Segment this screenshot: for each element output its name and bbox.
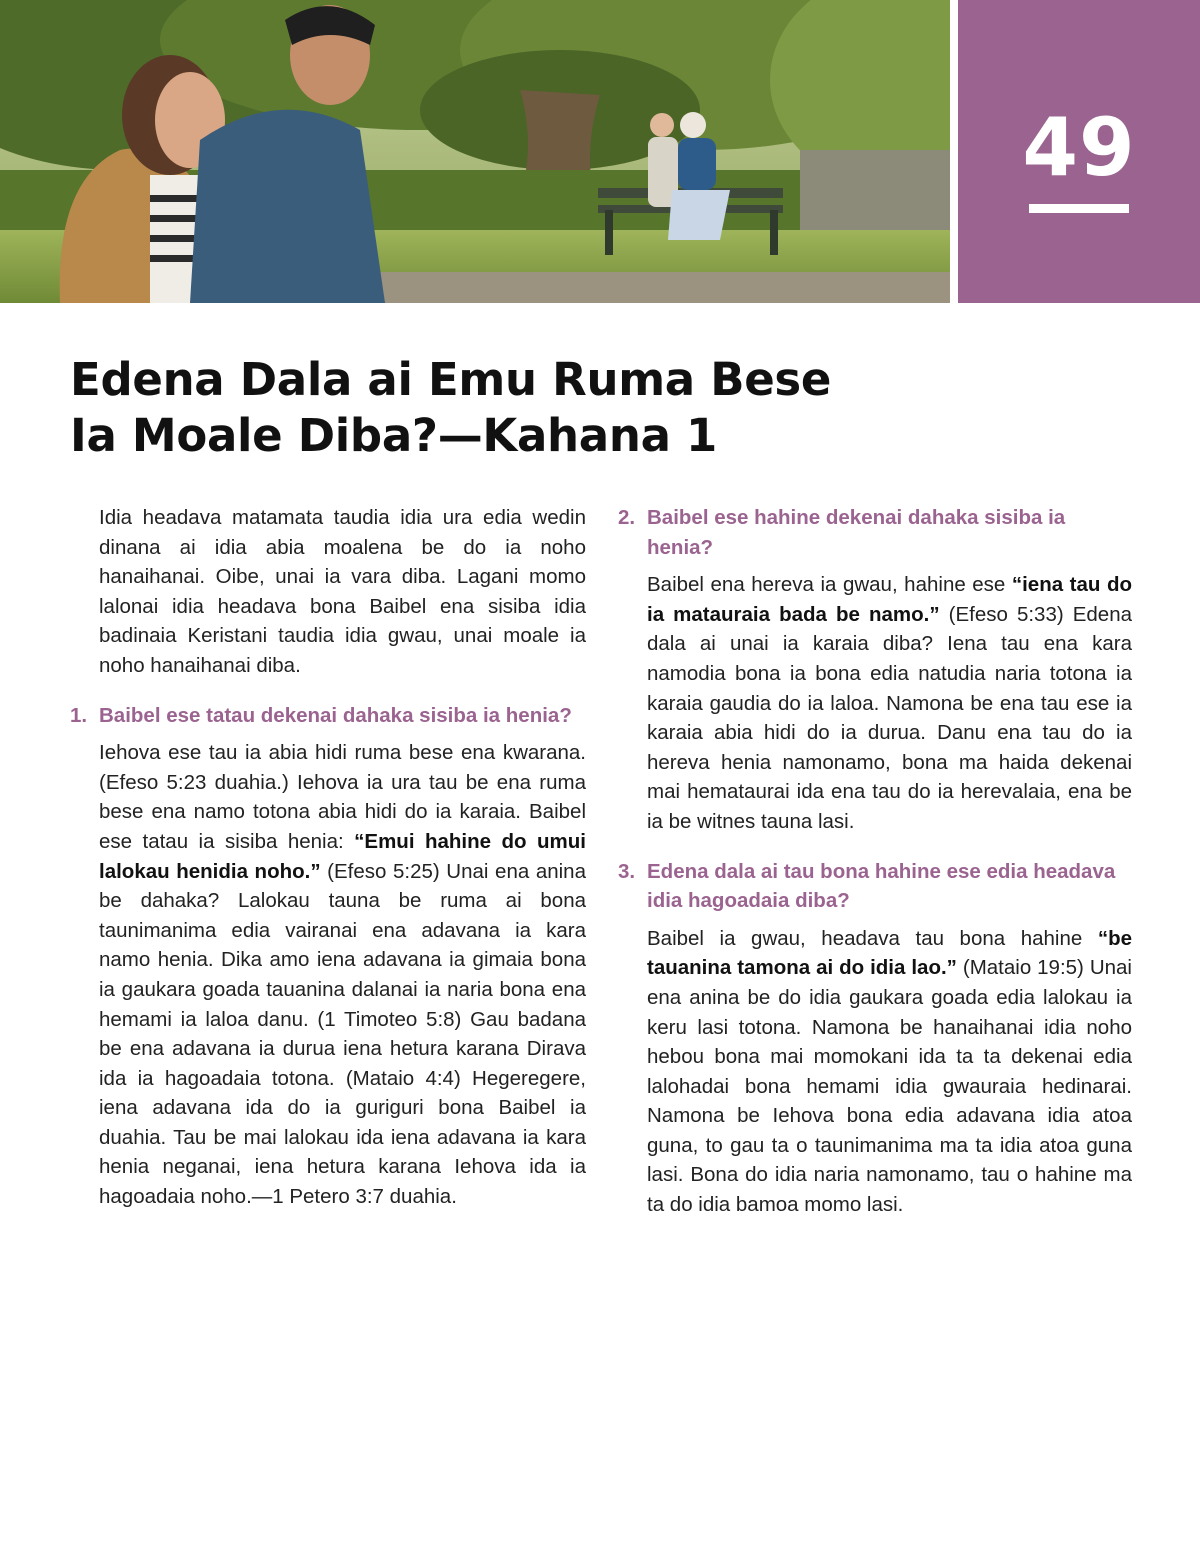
question-2	[618, 503, 1132, 562]
question-1	[70, 701, 586, 731]
left-column	[70, 503, 586, 1212]
question-2-number: 2.	[618, 506, 636, 529]
answer-1	[99, 738, 586, 1212]
answer-2-text: Baibel ena hereva ia gwau, hahine ese	[647, 573, 1012, 597]
page-title	[70, 352, 930, 464]
question-1-number: 1.	[70, 703, 88, 727]
answer-2-text-cont: (Efeso 5:33) Edena dala ai unai ia karaia diba? Iena tau ena kara namodia bona ia bona edia natudia naria totona ia karaia gaudia do ia laloa. Namona be ena tau ese ia karaia abia hidi do ia durua. Danu ena tau do ia hereva henia namonamo, bona ma haida dekenai mai hemataurai ida ena tau do ia herevalaia, ena be ia be witnes tauna lasi.	[647, 602, 1133, 833]
answer-1-quote: “Emui hahine do umui lalokau henidia noho.”	[99, 829, 586, 883]
answer-3	[647, 924, 1132, 1220]
answer-1-text: Iehova ese tau ia abia hidi ruma bese ena kwarana. (Efeso 5:23 duahia.) Iehova ia ura tau be ena ruma bese ena namo totona abia hidi do ia karaia. Baibel ese tatau ia sisiba henia:	[99, 741, 586, 853]
question-3-number: 3.	[618, 859, 636, 883]
lesson-number-underline	[1029, 204, 1129, 213]
answer-2	[647, 570, 1132, 836]
right-column	[618, 503, 1132, 1220]
lesson-number-box	[958, 0, 1200, 303]
answer-3-quote: “be tauanina tamona ai do idia lao.”	[647, 926, 1132, 980]
question-2-text: Baibel ese hahine dekenai dahaka sisiba ia henia?	[647, 506, 1066, 559]
question-3-text: Edena dala ai tau bona hahine ese edia headava idia hagoadaia diba?	[647, 859, 1116, 913]
answer-3-text-cont: (Mataio 19:5) Unai ena anina be do idia gaukara goada edia lalokau ia keru lasi totona. Namona be hanaihanai idia noho hebou bona mai momokani ida ta ta dekenai edia lalohadai bona hemami idia gwauraia hedinarai. Namona be Iehova bona edia adavana idia atoa guna, to gau ta o taunimanima ma ta idia atoa guna lasi. Bona do idia naria namonamo, tau o hahine ma ta do idia bamoa momo lasi.	[647, 956, 1132, 1217]
answer-2-quote: “iena tau do ia matauraia bada be namo.”	[647, 573, 1132, 626]
question-3	[618, 857, 1132, 916]
page-title-line1: Edena Dala ai Emu Ruma Bese	[70, 353, 832, 406]
intro-paragraph: Idia headava matamata taudia idia ura edia wedin dinana ai idia abia moalena be do ia noho hanaihanai. Oibe, unai ia vara diba. Lagani momo lalonai idia headava bona Baibel ena sisiba idia badinaia Keristani taudia idia gwau, unai moale ia noho hanaihanai diba.	[99, 506, 586, 677]
answer-1-text-cont: (Efeso 5:25) Unai ena anina be dahaka? Lalokau tauna be ruma ai bona taunimanima edia vairanai ena adavana ia kara namo henia. Dika amo iena adavana ia gimaia bona ia gaukara goada tauanina dalanai ia naria bona ena hemami ia laloa danu. (1 Timoteo 5:8) Gau badana be ena adavana ia durua iena hetura karana Dirava ida ia hagoadaia totona. (Mataio 4:4) Hegeregere, iena adavana ida do ia guriguri bona Baibel ia duahia. Tau be mai lalokau ida iena adavana ia kara henia neganai, iena hetura karana Iehova ida ia hagoadaia noho.—1 Petero 3:7 duahia.	[99, 859, 586, 1209]
answer-3-text: Baibel ia gwau, headava tau bona hahine	[647, 926, 1098, 950]
header-photo	[0, 0, 950, 303]
question-1-text: Baibel ese tatau dekenai dahaka sisiba ia henia?	[99, 703, 572, 727]
page-title-line2: Ia Moale Diba?—Kahana 1	[70, 409, 718, 462]
lesson-number: 49	[1022, 101, 1136, 194]
